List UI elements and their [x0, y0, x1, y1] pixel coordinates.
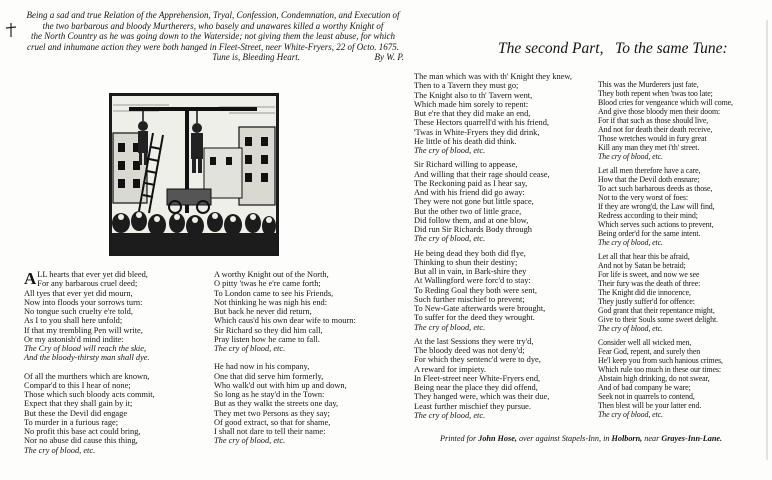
- verse-line: But all in vain, in Bark-shire they: [414, 267, 527, 276]
- refrain-line: The cry of blood, etc.: [214, 436, 286, 446]
- column-2: [214, 270, 414, 446]
- verse-line: Being near the place they did offend,: [414, 383, 538, 392]
- verse-line: But e're that they did make an end,: [414, 109, 531, 118]
- verse-line: For life is sweet, and now we see: [598, 270, 700, 279]
- verse-line: Let all that hear this be afraid,: [598, 252, 690, 261]
- verse-line: In Fleet-street neer White-Fryers end,: [414, 373, 541, 383]
- verse-line: All tyes that ever yet did mourn,: [24, 288, 133, 298]
- verse-line: To act such barbarous deeds as those,: [598, 184, 713, 193]
- verse-line: Fear God, repent, and surely then: [598, 347, 701, 356]
- verse-line: Those wretches would in fury great: [598, 134, 707, 143]
- verse-line: They both repent when 'twas too late;: [598, 89, 713, 98]
- author: By W. P.: [374, 52, 404, 63]
- verse-line: The bloody deed was not deny'd;: [414, 346, 525, 355]
- verse-line: They were not gone but little space,: [414, 197, 534, 207]
- verse-line: They hanged were, which was their due,: [414, 392, 550, 402]
- header-line: the two barbarous and bloody Murtherers, who basely and unawares killed a worthy Knight of: [42, 20, 384, 31]
- verse-line: At the last Sessions they were try'd,: [414, 336, 534, 346]
- verse-line: Did run Sir Richards Body through: [414, 225, 532, 234]
- verse-line: They met two Persons as they say;: [214, 408, 330, 418]
- imprint-middle: over against Stapels-Inn, in: [518, 434, 610, 443]
- verse-line: To London came to see his Friends,: [214, 288, 334, 298]
- verse-line: The Knight also to th' Tavern went,: [414, 90, 533, 100]
- verse-line: Expect that they shall gain by it;: [24, 399, 133, 409]
- verse-line: To murder in a furious rage;: [24, 417, 119, 427]
- second-part-title: The second Part,: [498, 40, 604, 57]
- verse-line: Now into floods your sorrows turn:: [24, 297, 143, 307]
- verse-line: Nor no abuse did cause this thing,: [24, 436, 138, 446]
- refrain-line: The cry of blood, etc.: [214, 344, 286, 353]
- verse-line: Of good extract, so that for shame,: [214, 417, 331, 427]
- column-3: [414, 72, 594, 420]
- drop-cap: A: [24, 269, 37, 288]
- verse-line: And not for death their death receive,: [598, 125, 713, 134]
- refrain-line: The cry of blood, etc.: [414, 234, 486, 244]
- verse-line: If that my trembling Pen will write,: [24, 325, 143, 335]
- verse-line: Which made him sorely to repent:: [414, 99, 529, 109]
- verse-line: Seek not in quarrels to contend,: [598, 392, 695, 401]
- verse-line: He had now in his company,: [214, 362, 310, 372]
- verse-line: A worthy Knight out of the North,: [214, 270, 329, 279]
- header-line: the North Country as he was going down to the Waterside; not giving them the least abuse, for which: [31, 31, 395, 42]
- refrain-line: The cry of blood, etc.: [598, 238, 663, 247]
- printer-imprint: [440, 434, 722, 443]
- verse-line: Which serves such actions to prevent,: [598, 220, 714, 229]
- verse-line: Who walk'd out with him up and down,: [214, 380, 347, 390]
- verse-line: The man which was with th' Knight they knew,: [414, 72, 572, 81]
- verse-line: Or my astonish'd mind indite:: [24, 334, 124, 344]
- imprint-printer: John Hose,: [478, 434, 517, 443]
- verse-line: Least further mischief they pursue.: [414, 401, 531, 411]
- verse-line: And not by Satan be betraid;: [598, 261, 686, 270]
- verse-line: These Hectors quarrell'd with his friend,: [414, 118, 550, 128]
- verse-line: The Knight did die innocence,: [598, 288, 691, 297]
- verse-line: Which caus'd his own dear wife to mourn:: [214, 316, 356, 326]
- verse-line: But back he never did return,: [214, 307, 312, 316]
- tune-name: Tune is, Bleeding Heart.: [212, 52, 300, 63]
- refrain-line: The cry of blood, etc.: [598, 324, 663, 333]
- verse-line: At Wallingford were forc'd to stay:: [414, 276, 531, 286]
- verse-line: They justly suffer'd for offence:: [598, 297, 695, 306]
- verse-line: The Reckoning paid as I hear say,: [414, 178, 528, 188]
- verse-line: For if that such as those should live,: [598, 116, 709, 125]
- verse-line: Sir Richard so they did him call,: [214, 325, 323, 335]
- verse-line: Not to the very worst of foes:: [598, 193, 688, 202]
- verse-line: I shall not dare to tell their name:: [214, 427, 326, 436]
- refrain-line: The cry of blood, etc.: [414, 322, 486, 332]
- verse-line: This was the Murderers just fate,: [598, 80, 699, 89]
- verse-line: To Reding Goal they both were sent,: [414, 285, 537, 295]
- verse-line: But as they walkt the streets one day,: [214, 399, 339, 409]
- imprint-printed-for: Printed for: [440, 434, 477, 443]
- verse-line: He'l keep you from such hanious crimes,: [598, 356, 723, 365]
- refrain-line: The cry of blood, etc.: [414, 146, 486, 155]
- verse-line: He little of his death did think.: [414, 136, 517, 146]
- verse-line: Then to a Tavern they must go;: [414, 81, 519, 91]
- handwritten-cross-mark: [4, 22, 18, 38]
- verse-line: So long as he stay'd in the Town:: [214, 390, 325, 399]
- verse-line: O pitty 'twas he e're came forth;: [214, 279, 321, 289]
- verse-line: And with his friend did go away:: [414, 188, 525, 197]
- header-line: cruel and inhumane action they were both hanged in Fleet-Street, neer White-Fryers, 22 of Octo. 1675.: [27, 41, 399, 52]
- verse-line: But these the Devil did engage: [24, 408, 128, 418]
- verse-line: And give those bloody men their doom:: [598, 107, 721, 116]
- verse-line: How that the Devil doth ensnare;: [598, 175, 700, 184]
- verse-line: To New-Gate afterwards were brought,: [414, 304, 546, 313]
- column-4: [598, 80, 763, 419]
- chorus-line: And the bloody-thirsty man shall dye.: [24, 353, 150, 363]
- ballad-header: [22, 10, 404, 63]
- imprint-near: near: [644, 434, 660, 443]
- verse-line: But the other two of little grace,: [414, 206, 522, 216]
- woodcut-gallows-illustration: [109, 93, 279, 256]
- verse-line: As I to you shall here unfold;: [24, 316, 123, 326]
- verse-line: And of bad company be ware;: [598, 383, 691, 392]
- verse-line: One that did serve him formerly,: [214, 371, 324, 381]
- verse-line: Blood cries for vengeance which will come,: [598, 98, 733, 107]
- verse-line: Let all men therefore have a care,: [598, 166, 701, 175]
- verse-line: He being dead they both did flye,: [414, 248, 526, 258]
- verse-line: Consider well all wicked men,: [598, 338, 692, 347]
- refrain-line: The cry of blood, etc.: [598, 410, 663, 419]
- verse-line: If they are wrong'd, the Law will find,: [598, 202, 715, 211]
- verse-line: Compar'd to this I hear of none;: [24, 380, 131, 390]
- verse-line: To suffer for the deed they wrought.: [414, 313, 535, 323]
- verse-line: Pray listen how he came to fall.: [214, 334, 320, 344]
- second-part-tune: To the same Tune:: [615, 40, 728, 57]
- refrain-line: The cry of blood, etc.: [24, 445, 96, 455]
- verse-line: LL hearts that ever yet did bleed,: [37, 270, 148, 279]
- verse-line: Being order'd for the same intent.: [598, 229, 701, 238]
- verse-line: Thinking to shun their destiny;: [414, 257, 518, 267]
- verse-line: Those which such bloody acts commit,: [24, 390, 155, 399]
- verse-line: Did follow them, and at one blow,: [414, 215, 529, 225]
- verse-line: No tongue such cruelty e're told,: [24, 307, 133, 316]
- imprint-inn: Grayes-Inn-Lane.: [661, 434, 723, 443]
- verse-line: And willing that their rage should cease,: [414, 169, 550, 179]
- verse-line: Not thinking he was nigh his end:: [214, 297, 328, 307]
- verse-line: For any barbarous cruel deed;: [37, 279, 138, 289]
- verse-line: Abstain high drinking, do not swear,: [598, 374, 710, 383]
- verse-line: Redress according to their mind;: [598, 211, 698, 220]
- verse-line: Their fury was the death of three:: [598, 279, 701, 288]
- verse-line: Sir Richard willing to appease,: [414, 160, 518, 170]
- verse-line: Such further mischief to prevent;: [414, 294, 525, 304]
- header-tune-line: [22, 52, 404, 63]
- verse-line: Then blest will be your latter end.: [598, 401, 702, 410]
- verse-line: A reward for impiety.: [414, 364, 487, 374]
- refrain-line: The cry of blood, etc.: [414, 410, 486, 420]
- verse-line: No profit this base act could bring,: [24, 427, 141, 436]
- verse-line: For which they sentenc'd were to dye,: [414, 355, 541, 365]
- chorus-line: The Cry of blood will reach the skie,: [24, 344, 147, 353]
- verse-line: Give to their Souls some sweet delight.: [598, 315, 718, 324]
- page-edge-shadow: [766, 20, 768, 460]
- header-line: Being a sad and true Relation of the Apprehension, Tryal, Confession, Condemnation, and Execution of: [26, 10, 400, 20]
- column-1: [24, 270, 224, 455]
- verse-line: God grant that their repentance might,: [598, 306, 715, 315]
- imprint-place: Holborn,: [611, 434, 643, 443]
- verse-line: Kill any man they met i'th' street.: [598, 143, 700, 152]
- verse-line: Which rule too much in these our times:: [598, 365, 721, 374]
- refrain-line: The cry of blood, etc.: [598, 152, 663, 161]
- verse-line: 'Twas in White-Fryers they did drink,: [414, 127, 540, 137]
- verse-line: Of all the murthers which are known,: [24, 371, 150, 381]
